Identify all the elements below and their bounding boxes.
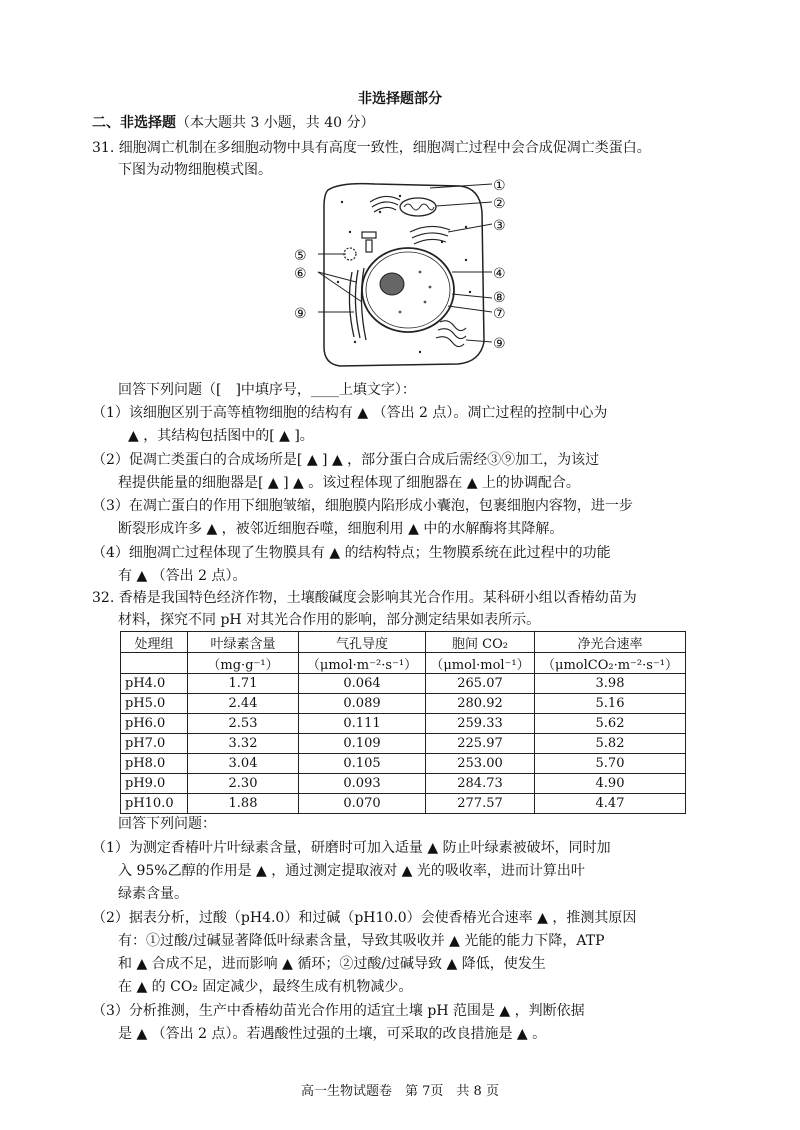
part-title-line: [92, 113, 375, 133]
table-unit-cell: （mg·g⁻¹）: [188, 653, 299, 674]
table-header-cell: 净光合速率: [535, 632, 686, 653]
q31-p4-a: （4）细胞凋亡过程体现了生物膜具有 ▲ 的结构特点；生物膜系统在此过程中的功能: [92, 545, 611, 561]
q31-p3-b: 断裂形成许多 ▲ ，被邻近细胞吞噬，细胞利用 ▲ 中的水解酶将其降解。: [118, 521, 564, 537]
table-cell: 0.070: [299, 794, 426, 814]
q32-p3-b: 是 ▲ （答出 2 点）。若遇酸性过强的土壤，可采取的改良措施是 ▲ 。: [118, 1026, 547, 1042]
q32-p2-d: 在 ▲ 的 CO₂ 固定减少，最终生成有机物减少。: [118, 979, 413, 995]
cell-label-3: ③: [493, 218, 506, 234]
cell-label-4: ④: [493, 266, 506, 282]
cell-label-6: ⑥: [294, 266, 307, 282]
section-heading: 非选择题部分: [358, 91, 442, 107]
table-header-row: [121, 632, 686, 653]
table-cell: 0.089: [299, 694, 426, 714]
q31-p4-b: 有 ▲ （答出 2 点）。: [118, 568, 247, 584]
ph-results-table: [120, 631, 686, 814]
table-cell: pH6.0: [121, 714, 188, 734]
table-cell: 5.82: [535, 734, 686, 754]
table-cell: 2.30: [188, 774, 299, 794]
animal-cell-diagram: [280, 172, 530, 372]
q31-p1-b: ▲ ，其结构包括图中的[ ▲ ]。: [128, 428, 314, 444]
table-header-cell: 胞间 CO₂: [426, 632, 535, 653]
table-cell: 5.70: [535, 754, 686, 774]
cell-label-9-left: ⑨: [294, 306, 307, 322]
table-row: [121, 674, 686, 694]
table-cell: 259.33: [426, 714, 535, 734]
table-cell: 1.88: [188, 794, 299, 814]
table-row: [121, 774, 686, 794]
table-cell: 3.98: [535, 674, 686, 694]
table-cell: 0.064: [299, 674, 426, 694]
table-cell: pH8.0: [121, 754, 188, 774]
table-cell: 1.71: [188, 674, 299, 694]
table-units-row: [121, 653, 686, 674]
cell-label-1: ①: [493, 178, 506, 194]
q32-p1-c: 绿素含量。: [118, 886, 188, 902]
table-row: [121, 754, 686, 774]
table-row: [121, 794, 686, 814]
table-cell: 5.62: [535, 714, 686, 734]
table-cell: 0.111: [299, 714, 426, 734]
table-header-cell: 处理组: [121, 632, 188, 653]
table-cell: pH4.0: [121, 674, 188, 694]
part-title: 二、非选择题: [92, 115, 176, 131]
table-cell: 265.07: [426, 674, 535, 694]
table-cell: 0.109: [299, 734, 426, 754]
cell-label-9-right: ⑨: [493, 336, 506, 352]
q32-p2-a: （2）据表分析，过酸（pH4.0）和过碱（pH10.0）会使香椿光合速率 ▲ ，推测其原因: [92, 910, 637, 926]
q31-stem-1: 31. 细胞凋亡机制在多细胞动物中具有高度一致性，细胞凋亡过程中会合成促凋亡类蛋白。: [92, 140, 651, 156]
cell-label-2: ②: [493, 196, 506, 212]
table-cell: pH7.0: [121, 734, 188, 754]
table-unit-cell: （μmolCO₂·m⁻²·s⁻¹）: [535, 653, 686, 674]
table-cell: 277.57: [426, 794, 535, 814]
table-cell: 4.47: [535, 794, 686, 814]
q31-p2-a: （2）促凋亡类蛋白的合成场所是[ ▲ ] ▲ ，部分蛋白合成后需经③⑨加工，为该过: [92, 452, 600, 468]
part-note: （本大题共 3 小题，共 40 分）: [176, 115, 375, 131]
q32-stem-2: 材料，探究不同 pH 对其光合作用的影响，部分测定结果如表所示。: [118, 612, 541, 628]
page-footer: 高一生物试题卷 第 7页 共 8 页: [301, 1084, 499, 1099]
table-cell: 0.105: [299, 754, 426, 774]
table-unit-cell: [121, 653, 188, 674]
table-cell: pH10.0: [121, 794, 188, 814]
q31-p2-b: 程提供能量的细胞器是[ ▲ ] ▲ 。该过程体现了细胞器在 ▲ 上的协调配合。: [118, 475, 580, 491]
q32-stem-1: 32. 香椿是我国特色经济作物，土壤酸碱度会影响其光合作用。某科研小组以香椿幼苗为: [92, 590, 637, 606]
table-cell: 2.53: [188, 714, 299, 734]
table-row: [121, 734, 686, 754]
table-cell: 225.97: [426, 734, 535, 754]
cell-label-7: ⑦: [493, 306, 506, 322]
table-cell: 4.90: [535, 774, 686, 794]
table-cell: 3.32: [188, 734, 299, 754]
q32-p1-a: （1）为测定香椿叶片叶绿素含量，研磨时可加入适量 ▲ 防止叶绿素被破坏，同时加: [92, 840, 611, 856]
q32-p2-c: 和 ▲ 合成不足，进而影响 ▲ 循环；②过酸/过碱导致 ▲ 降低，使发生: [118, 956, 546, 972]
table-row: [121, 694, 686, 714]
q32-p1-b: 入 95%乙醇的作用是 ▲ ，通过测定提取液对 ▲ 光的吸收率，进而计算出叶: [118, 863, 585, 879]
q31-instruction: 回答下列问题（[ ]中填序号，____上填文字）：: [118, 382, 416, 398]
q31-p1-a: （1）该细胞区别于高等植物细胞的结构有 ▲ （答出 2 点）。凋亡过程的控制中心为: [92, 405, 608, 421]
table-cell: 2.44: [188, 694, 299, 714]
table-cell: pH9.0: [121, 774, 188, 794]
table-cell: 0.093: [299, 774, 426, 794]
table-header-cell: 气孔导度: [299, 632, 426, 653]
table-cell: 280.92: [426, 694, 535, 714]
table-unit-cell: （μmol·mol⁻¹）: [426, 653, 535, 674]
q32-p3-a: （3）分析推测，生产中香椿幼苗光合作用的适宜土壤 pH 范围是 ▲ ，判断依据: [92, 1003, 585, 1019]
table-cell: 284.73: [426, 774, 535, 794]
q32-instruction: 回答下列问题：: [118, 816, 216, 832]
q31-p3-a: （3）在凋亡蛋白的作用下细胞皱缩，细胞膜内陷形成小囊泡，包裹细胞内容物，进一步: [92, 498, 633, 514]
table-cell: 5.16: [535, 694, 686, 714]
table-cell: 3.04: [188, 754, 299, 774]
cell-label-5: ⑤: [294, 248, 307, 264]
q31-stem-2: 下图为动物细胞模式图。: [118, 162, 272, 178]
cell-label-8: ⑧: [493, 290, 506, 306]
table-cell: pH5.0: [121, 694, 188, 714]
table-row: [121, 714, 686, 734]
table-unit-cell: （μmol·m⁻²·s⁻¹）: [299, 653, 426, 674]
q32-p2-b: 有：①过酸/过碱显著降低叶绿素含量，导致其吸收并 ▲ 光能的能力下降，ATP: [118, 933, 605, 949]
table-cell: 253.00: [426, 754, 535, 774]
table-header-cell: 叶绿素含量: [188, 632, 299, 653]
